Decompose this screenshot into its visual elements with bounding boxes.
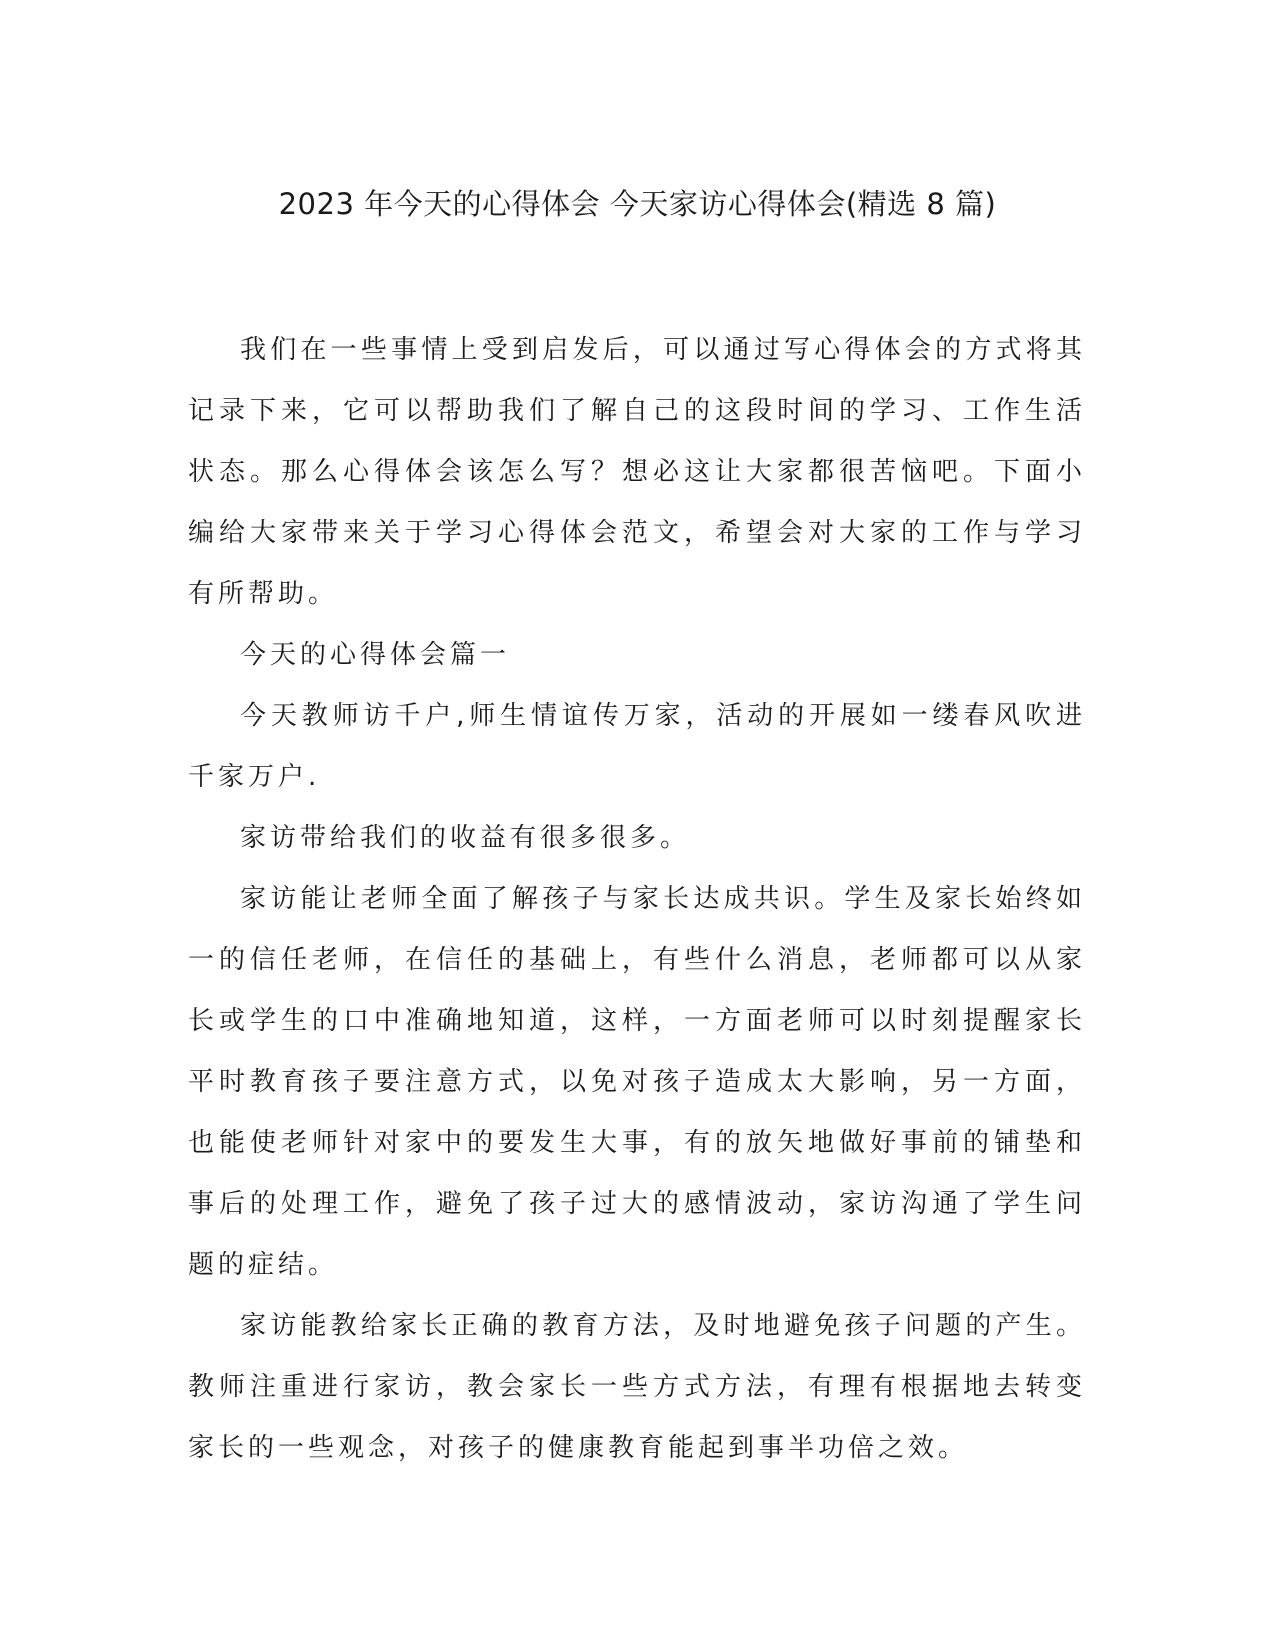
section-heading: 今天的心得体会篇一 xyxy=(240,640,511,670)
intro-paragraph: 我们在一些事情上受到启发后，可以通过写心得体会的方式将其记录下来，它可以帮助我们了解自己的这段时间的学习、工作生活状态。那么心得体会该怎么写？想必这让大家都很苦恼吧。下面小编给大家带来关于学习心得体会范文，希望会对大家的工作与学习有所帮助。 xyxy=(188,335,1086,609)
body-paragraph: 家访带给我们的收益有很多很多。 xyxy=(240,823,691,853)
document-body xyxy=(188,320,1086,1479)
body-paragraph: 家访能让老师全面了解孩子与家长达成共识。学生及家长始终如一的信任老师，在信任的基础上，有些什么消息，老师都可以从家长或学生的口中准确地知道，这样，一方面老师可以时刻提醒家长平时教育孩子要注意方式，以免对孩子造成太大影响，另一方面，也能使老师针对家中的要发生大事，有的放矢地做好事前的铺垫和事后的处理工作，避免了孩子过大的感情波动，家访沟通了学生问题的症结。 xyxy=(188,884,1086,1280)
document-title: 2023 年今天的心得体会 今天家访心得体会(精选 8 篇) xyxy=(278,187,997,221)
body-paragraph: 家访能教给家长正确的教育方法，及时地避免孩子问题的产生。教师注重进行家访，教会家长一些方式方法，有理有根据地去转变家长的一些观念，对孩子的健康教育能起到事半功倍之效。 xyxy=(188,1311,1086,1463)
body-paragraph: 今天教师访千户,师生情谊传万家，活动的开展如一缕春风吹进千家万户. xyxy=(188,701,1086,792)
